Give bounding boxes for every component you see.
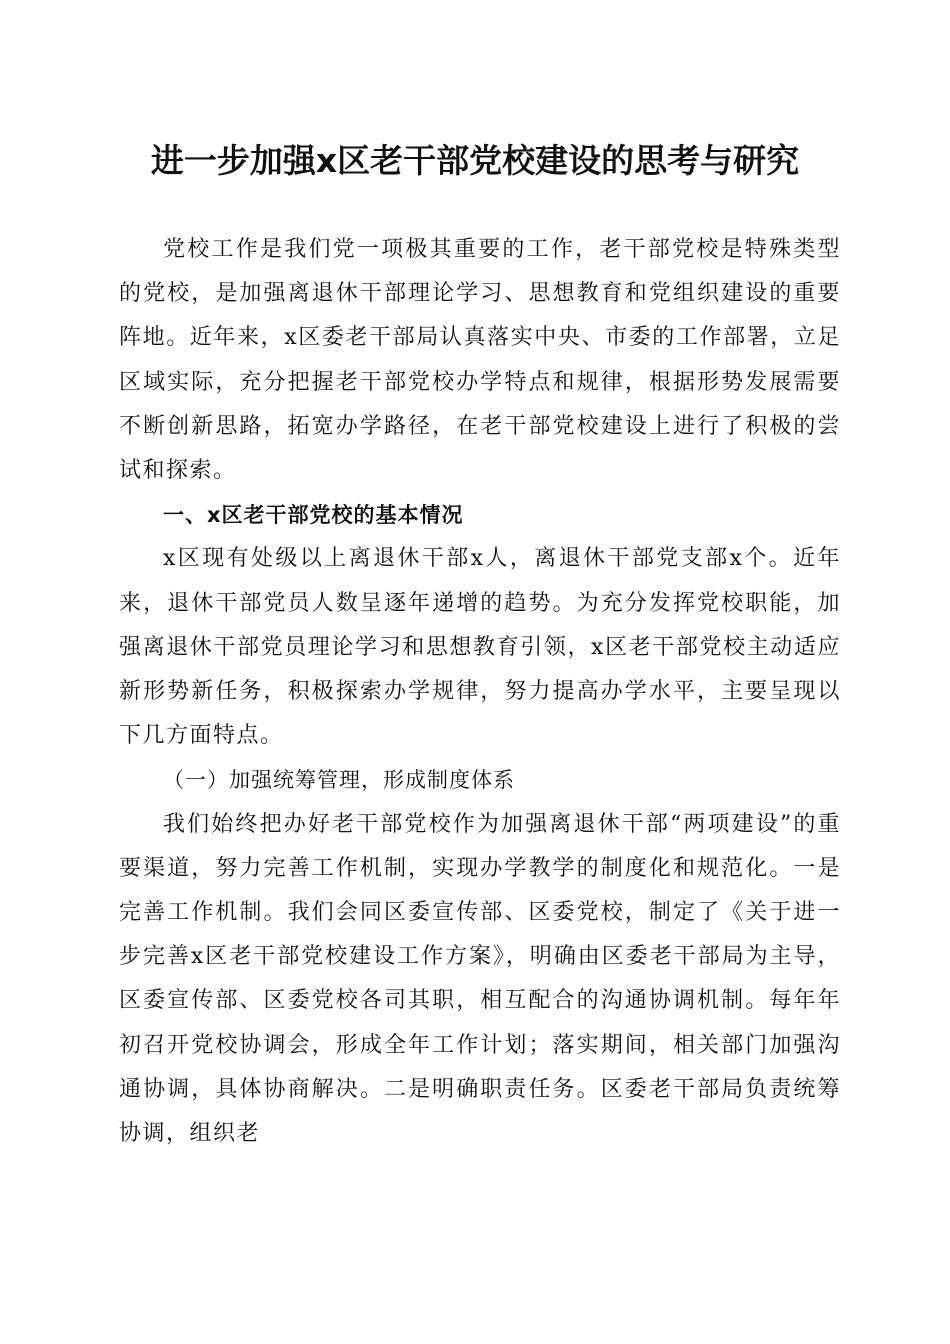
management-paragraph: 我们始终把办好老干部党校作为加强离退休干部“两项建设”的重要渠道，努力完善工作机制，实现办学教学的制度化和规范化。一是完善工作机制。我们会同区委宣传部、区委党校，制定了《关于进一步完善x区老干部党校建设工作方案》，明确由区委老干部局为主导，区委宣传部、区委党校各司其职，相互配合的沟通协调机制。每年年初召开党校协调会，形成全年工作计划；落实期间，相关部门加强沟通协调，具体协商解决。二是明确职责任务。区委老干部局负责统筹协调，组织老 xyxy=(119,811,841,1147)
document-title: 进一步加强x区老干部党校建设的思考与研究 xyxy=(150,141,800,180)
document-body xyxy=(119,228,841,1156)
subsection-heading: （一）加强统筹管理，形成制度体系 xyxy=(163,768,515,793)
intro-paragraph: 党校工作是我们党一项极其重要的工作，老干部党校是特殊类型的党校，是加强离退休干部理论学习、思想教育和党组织建设的重要阵地。近年来，x区委老干部局认真落实中央、市委的工作部署，立足区域实际，充分把握老干部党校办学特点和规律，根据形势发展需要不断创新思路，拓宽办学路径，在老干部党校建设上进行了积极的尝试和探索。 xyxy=(119,237,841,484)
section-heading: 一、x区老干部党校的基本情况 xyxy=(163,503,464,528)
basic-situation-paragraph: x区现有处级以上离退休干部x人，离退休干部党支部x个。近年来，退休干部党员人数呈逐年递增的趋势。为充分发挥党校职能，加强离退休干部党员理论学习和思想教育引领，x区老干部党校主动适应新形势新任务，积极探索办学规律，努力提高办学水平，主要呈现以下几方面特点。 xyxy=(119,546,841,749)
